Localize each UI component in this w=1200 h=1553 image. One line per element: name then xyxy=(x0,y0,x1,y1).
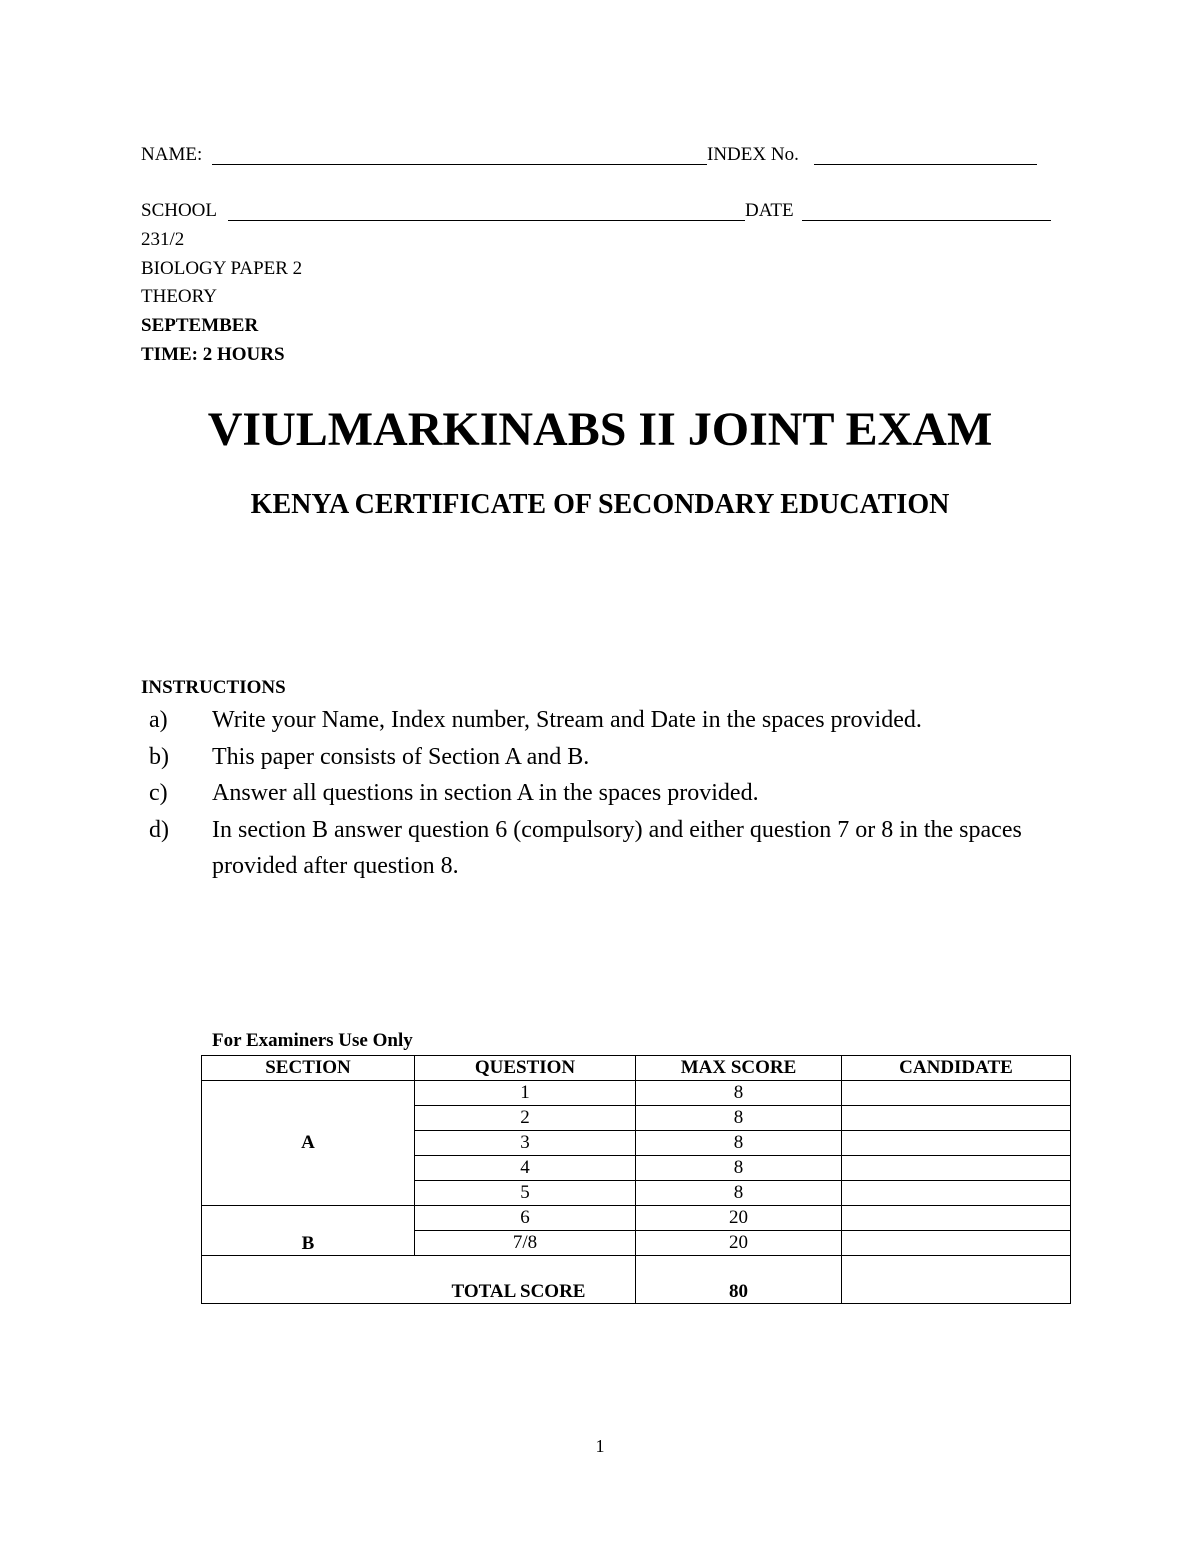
instruction-text: Write your Name, Index number, Stream and Date in the spaces provided. xyxy=(212,707,922,733)
instructions-list xyxy=(141,702,1081,885)
date-field-line[interactable] xyxy=(802,220,1051,221)
candidate-score-cell[interactable] xyxy=(842,1181,1071,1206)
question-cell: 6 xyxy=(415,1206,636,1231)
section-b-cell: B xyxy=(202,1206,415,1256)
max-score-cell: 20 xyxy=(636,1231,842,1256)
question-cell: 1 xyxy=(415,1081,636,1106)
header-candidate: CANDIDATE xyxy=(842,1056,1071,1081)
header-section: SECTION xyxy=(202,1056,415,1081)
school-label: SCHOOL xyxy=(141,200,218,221)
instruction-item xyxy=(141,812,1081,885)
instruction-text: Answer all questions in section A in the spaces provided. xyxy=(212,780,759,806)
max-score-cell: 8 xyxy=(636,1181,842,1206)
max-score-cell: 8 xyxy=(636,1106,842,1131)
question-cell: 7/8 xyxy=(415,1231,636,1256)
candidate-total-cell[interactable] xyxy=(842,1256,1071,1304)
name-label: NAME: xyxy=(141,144,203,165)
examiner-table-caption: For Examiners Use Only xyxy=(212,1030,413,1051)
candidate-score-cell[interactable] xyxy=(842,1081,1071,1106)
instruction-item xyxy=(141,702,1081,739)
question-cell: 3 xyxy=(415,1131,636,1156)
max-score-cell: 8 xyxy=(636,1131,842,1156)
candidate-score-cell[interactable] xyxy=(842,1206,1071,1231)
question-cell: 5 xyxy=(415,1181,636,1206)
question-cell: 4 xyxy=(415,1156,636,1181)
date-label: DATE xyxy=(745,200,794,221)
instruction-item xyxy=(141,739,1081,776)
total-score-label: TOTAL SCORE xyxy=(202,1256,636,1304)
table-row xyxy=(202,1081,1071,1106)
table-header-row xyxy=(202,1056,1071,1081)
exam-time: TIME: 2 HOURS xyxy=(141,344,285,365)
header-max-score: MAX SCORE xyxy=(636,1056,842,1081)
table-row xyxy=(202,1206,1071,1231)
school-field-line[interactable] xyxy=(228,220,745,221)
instruction-item xyxy=(141,775,1081,812)
question-cell: 2 xyxy=(415,1106,636,1131)
instruction-label: d) xyxy=(149,816,169,843)
index-field-line[interactable] xyxy=(814,164,1037,165)
paper-name: BIOLOGY PAPER 2 xyxy=(141,258,303,279)
paper-code: 231/2 xyxy=(141,229,185,250)
header-question: QUESTION xyxy=(415,1056,636,1081)
candidate-score-cell[interactable] xyxy=(842,1131,1071,1156)
paper-type: THEORY xyxy=(141,286,217,307)
candidate-score-cell[interactable] xyxy=(842,1231,1071,1256)
instruction-label: b) xyxy=(149,743,169,770)
candidate-score-cell[interactable] xyxy=(842,1156,1071,1181)
examiner-score-table xyxy=(201,1055,1071,1304)
section-a-cell: A xyxy=(202,1081,415,1206)
page-number: 1 xyxy=(595,1436,605,1456)
name-field-line[interactable] xyxy=(212,164,707,165)
max-score-cell: 20 xyxy=(636,1206,842,1231)
max-score-cell: 8 xyxy=(636,1081,842,1106)
exam-subtitle: KENYA CERTIFICATE OF SECONDARY EDUCATION xyxy=(250,489,950,520)
instructions-heading: INSTRUCTIONS xyxy=(141,677,286,698)
instruction-label: a) xyxy=(149,707,168,733)
max-score-cell: 8 xyxy=(636,1156,842,1181)
instruction-text: In section B answer question 6 (compulsory) and either question 7 or 8 in the spaces provided after question 8. xyxy=(212,816,1022,879)
index-label: INDEX No. xyxy=(707,144,799,165)
instruction-text: This paper consists of Section A and B. xyxy=(212,743,590,770)
exam-title: VIULMARKINABS II JOINT EXAM xyxy=(207,403,993,456)
total-max-score: 80 xyxy=(636,1256,842,1304)
instruction-label: c) xyxy=(149,780,168,806)
exam-month: SEPTEMBER xyxy=(141,315,259,336)
total-row xyxy=(202,1256,1071,1304)
candidate-score-cell[interactable] xyxy=(842,1106,1071,1131)
